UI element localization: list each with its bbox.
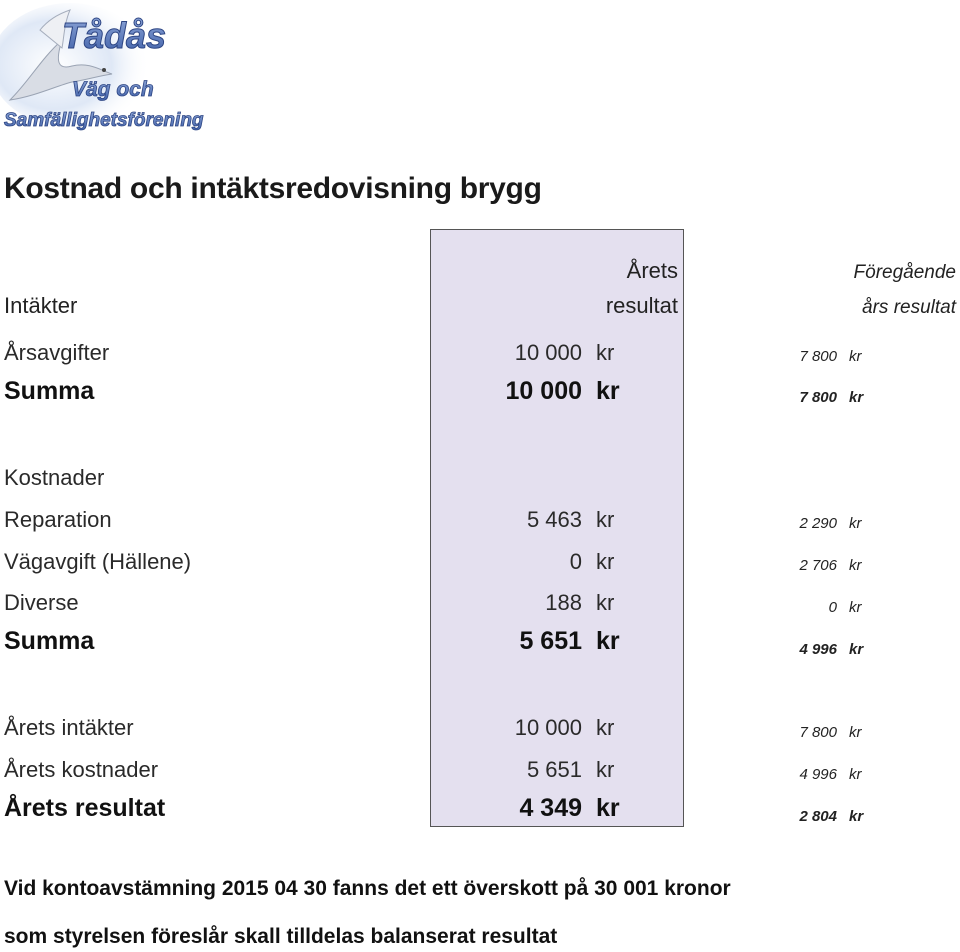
note-line1: Vid kontoavstämning 2015 04 30 fanns det ett överskott på 30 001 kronor xyxy=(4,877,731,900)
income-header: Intäkter xyxy=(4,293,78,318)
cost-row-current: 5 463 xyxy=(526,507,582,532)
unit-label: kr xyxy=(596,590,615,615)
cost-row-prev: 2 706 xyxy=(799,557,837,574)
income-row-prev: 7 800 xyxy=(799,348,837,365)
logo-text-line3: Samfällighetsförening xyxy=(4,110,204,131)
unit-label: kr xyxy=(849,808,864,825)
unit-label: kr xyxy=(596,757,615,782)
note-line2: som styrelsen föreslår skall tilldelas balanserat resultat xyxy=(4,925,558,948)
cost-row-prev: 2 290 xyxy=(799,515,837,532)
income-sum-label: Summa xyxy=(4,377,95,405)
result-row-label: Årets kostnader xyxy=(4,757,159,782)
page-title: Kostnad och intäktsredovisning brygg xyxy=(4,172,542,205)
income-sum-current: 10 000 xyxy=(505,377,582,405)
costs-sum-current: 5 651 xyxy=(519,627,582,655)
cost-row-current: 188 xyxy=(545,590,582,615)
result-row-current: 5 651 xyxy=(526,757,582,782)
unit-label: kr xyxy=(596,507,615,532)
unit-label: kr xyxy=(849,641,864,658)
cost-row-prev: 0 xyxy=(828,599,837,616)
unit-label: kr xyxy=(849,766,862,783)
unit-label: kr xyxy=(849,724,862,741)
income-row-label: Årsavgifter xyxy=(4,340,110,365)
costs-sum-label: Summa xyxy=(4,627,95,655)
costs-header: Kostnader xyxy=(4,465,105,490)
costs-sum-prev: 4 996 xyxy=(799,641,837,658)
unit-label: kr xyxy=(596,549,615,574)
prev-header-line1: Föregående xyxy=(853,262,956,283)
logo-text-line1: Tådås xyxy=(62,15,167,56)
result-total-current: 4 349 xyxy=(519,794,582,822)
unit-label: kr xyxy=(596,627,620,655)
result-row-prev: 7 800 xyxy=(799,724,837,741)
result-total-prev: 2 804 xyxy=(799,808,837,825)
unit-label: kr xyxy=(596,715,615,740)
income-row-current: 10 000 xyxy=(514,340,582,365)
result-row-label: Årets intäkter xyxy=(4,715,134,740)
unit-label: kr xyxy=(596,377,620,405)
current-header-line2: resultat xyxy=(605,293,678,318)
logo-text-line2: Väg och xyxy=(72,78,154,101)
cost-row-label: Diverse xyxy=(4,590,79,615)
unit-label: kr xyxy=(596,340,615,365)
unit-label: kr xyxy=(849,557,862,574)
unit-label: kr xyxy=(596,794,620,822)
result-total-label: Årets resultat xyxy=(4,794,166,822)
current-header-line1: Årets xyxy=(626,258,678,283)
unit-label: kr xyxy=(849,599,862,616)
cost-row-label: Vägavgift (Hällene) xyxy=(4,549,192,574)
result-row-prev: 4 996 xyxy=(799,766,837,783)
unit-label: kr xyxy=(849,389,864,406)
seagull-logo-icon xyxy=(0,0,220,140)
unit-label: kr xyxy=(849,515,862,532)
result-row-current: 10 000 xyxy=(514,715,582,740)
prev-header-line2: års resultat xyxy=(862,297,956,318)
logo xyxy=(0,0,220,140)
cost-row-current: 0 xyxy=(569,549,582,574)
cost-row-label: Reparation xyxy=(4,507,112,532)
income-sum-prev: 7 800 xyxy=(799,389,837,406)
unit-label: kr xyxy=(849,348,862,365)
